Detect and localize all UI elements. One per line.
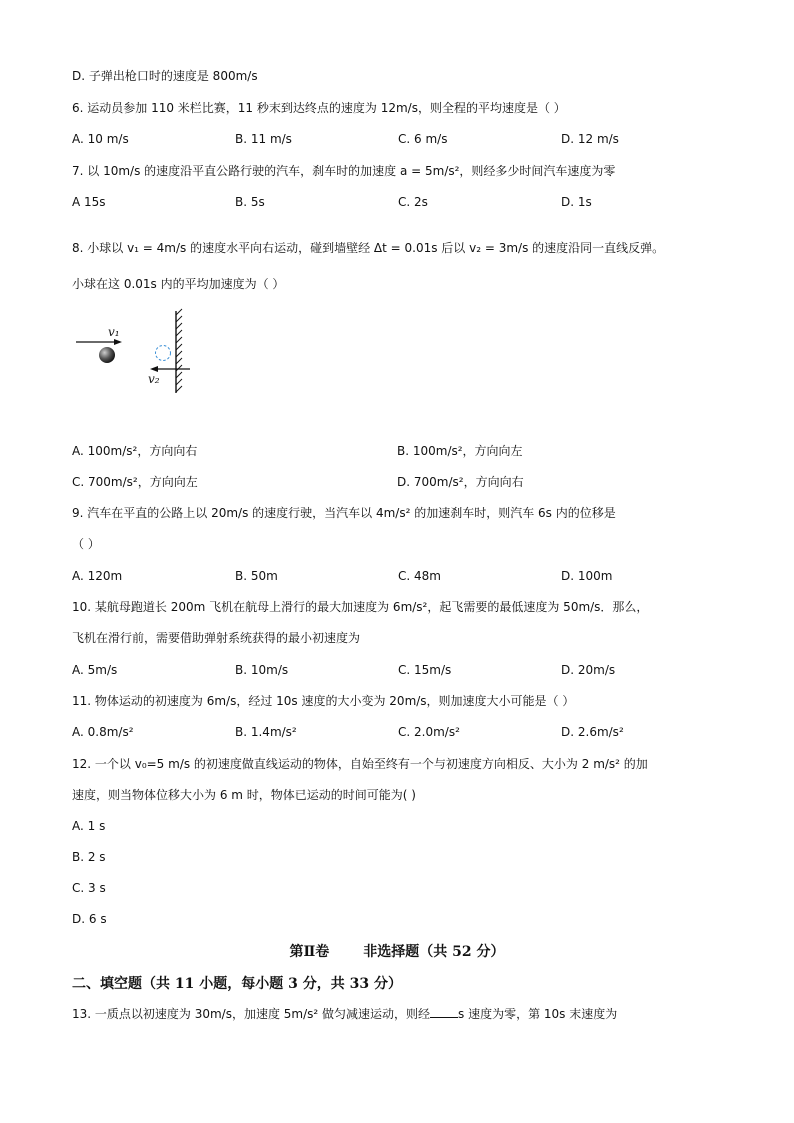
- v2-label: v₂: [148, 372, 160, 386]
- q8-option-d: D. 700m/s²，方向向右: [397, 475, 524, 489]
- q10-option-d: D. 20m/s: [561, 663, 616, 677]
- ball-at-wall: [156, 346, 171, 361]
- part-2-heading: [0, 941, 794, 961]
- q9-option-a: A. 120m: [72, 569, 123, 583]
- q8-wall-figure: [72, 305, 202, 400]
- q8-option-a: A. 100m/s²，方向向右: [72, 444, 198, 458]
- q12-stem-line2: 速度，则当物体位移大小为 6 m 时，物体已运动的时间可能为( ): [72, 788, 416, 802]
- v1-arrowhead: [114, 339, 122, 345]
- q13-stem: [72, 1005, 617, 1022]
- q10-option-c: C. 15m/s: [398, 663, 452, 677]
- q8-option-b: B. 100m/s²，方向向左: [397, 444, 523, 458]
- q10-option-a: A. 5m/s: [72, 663, 118, 677]
- q6-option-a: A. 10 m/s: [72, 132, 129, 146]
- v1-label: v₁: [108, 325, 120, 339]
- q12-stem-line1: 12. 一个以 v₀=5 m/s 的初速度做直线运动的物体，自始至终有一个与初速度方向相反、大小为 2 m/s² 的加: [72, 757, 648, 771]
- q7-option-d: D. 1s: [561, 195, 592, 209]
- q12-option-c: C. 3 s: [72, 881, 106, 895]
- q9-stem-line1: 9. 汽车在平直的公路上以 20m/s 的速度行驶，当汽车以 4m/s² 的加速刹车时，则汽车 6s 内的位移是: [72, 506, 616, 520]
- ball: [99, 347, 115, 363]
- q12-option-b: B. 2 s: [72, 850, 106, 864]
- q7-option-b: B. 5s: [235, 195, 265, 209]
- q12-option-d: D. 6 s: [72, 912, 107, 926]
- q7-option-c: C. 2s: [398, 195, 428, 209]
- q7-option-a: A 15s: [72, 195, 106, 209]
- q13-text-before: 13. 一质点以初速度为 30m/s，加速度 5m/s² 做匀减速运动，则经: [72, 1007, 431, 1021]
- q10-option-b: B. 10m/s: [235, 663, 289, 677]
- part-2-title: 非选择题（共 52 分）: [363, 944, 505, 960]
- q11-option-d: D. 2.6m/s²: [561, 725, 624, 739]
- q6-option-b: B. 11 m/s: [235, 132, 292, 146]
- q13-text-after: s 速度为零，第 10s 末速度为: [458, 1007, 618, 1021]
- q9-option-b: B. 50m: [235, 569, 278, 583]
- part-2-volume: 第Ⅱ卷: [289, 944, 330, 960]
- wall-hatching: [176, 309, 182, 392]
- q9-stem-line2: （ ）: [72, 537, 100, 551]
- q11-option-c: C. 2.0m/s²: [398, 725, 460, 739]
- q8-stem-line1: 8. 小球以 v₁ = 4m/s 的速度水平向右运动，碰到墙壁经 Δt = 0.01s 后以 v₂ = 3m/s 的速度沿同一直线反弹。: [72, 241, 665, 255]
- q13-answer-blank[interactable]: [430, 1005, 458, 1018]
- q8-option-c: C. 700m/s²，方向向左: [72, 475, 198, 489]
- q6-option-c: C. 6 m/s: [398, 132, 448, 146]
- q8-stem-line2: 小球在这 0.01s 内的平均加速度为（ ）: [72, 277, 285, 291]
- q12-option-a: A. 1 s: [72, 819, 106, 833]
- q6-stem: 6. 运动员参加 110 米栏比赛，11 秒末到达终点的速度为 12m/s，则全程的平均速度是（ ）: [72, 101, 566, 115]
- q7-stem: 7. 以 10m/s 的速度沿平直公路行驶的汽车，刹车时的加速度 a = 5m/s²，则经多少时间汽车速度为零: [72, 164, 616, 178]
- q6-option-d: D. 12 m/s: [561, 132, 619, 146]
- q10-stem-line1: 10. 某航母跑道长 200m 飞机在航母上滑行的最大加速度为 6m/s²，起飞需要的最低速度为 50m/s．那么，: [72, 600, 649, 614]
- q5-option-d: D. 子弹出枪口时的速度是 800m/s: [72, 69, 258, 83]
- q10-stem-line2: 飞机在滑行前，需要借助弹射系统获得的最小初速度为: [72, 631, 361, 645]
- q11-option-b: B. 1.4m/s²: [235, 725, 297, 739]
- q11-stem: 11. 物体运动的初速度为 6m/s，经过 10s 速度的大小变为 20m/s，则加速度大小可能是（ ）: [72, 694, 575, 708]
- q9-option-c: C. 48m: [398, 569, 441, 583]
- q9-option-d: D. 100m: [561, 569, 613, 583]
- section-2-heading: 二、填空题（共 11 小题，每小题 3 分，共 33 分）: [72, 976, 402, 992]
- q11-option-a: A. 0.8m/s²: [72, 725, 134, 739]
